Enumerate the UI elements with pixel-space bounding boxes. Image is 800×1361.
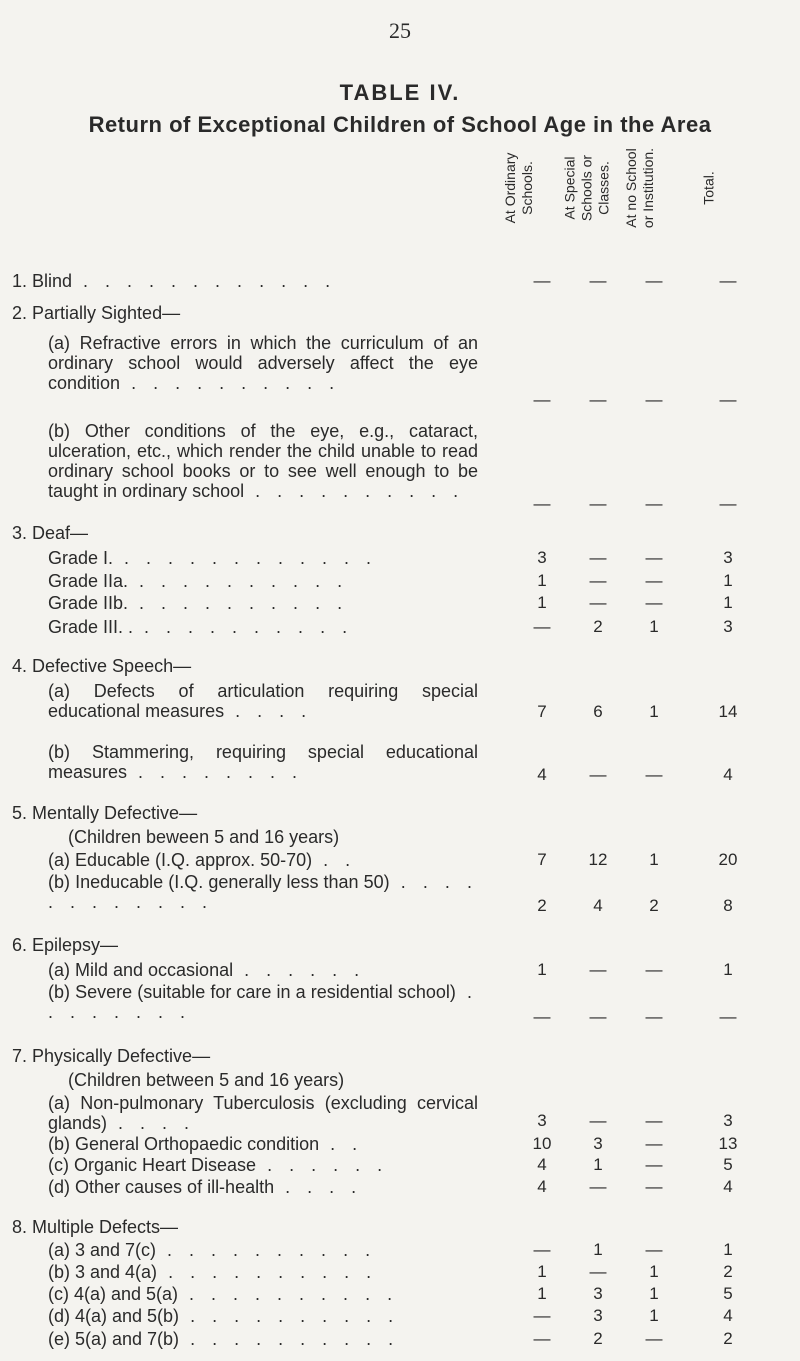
value-cell-2: — xyxy=(589,1007,607,1026)
leader-dots: . . . . . . . . . . xyxy=(133,617,354,637)
leader-dots: . . . . . . . . . . xyxy=(179,1306,400,1326)
value-cell-4: 2 xyxy=(723,1262,733,1281)
leader-dots: . . . . . . . . . . xyxy=(244,481,465,501)
value-cell-2: — xyxy=(589,271,607,290)
page-number: 25 xyxy=(389,18,411,43)
leader-dots: . . . . . . . . . . . . xyxy=(72,271,337,291)
leader-dots: . . . . . . . . . . . . xyxy=(113,548,378,568)
value-cell-4: 13 xyxy=(718,1134,738,1153)
value-cell-2: 2 xyxy=(593,617,603,636)
row-label-text: (b) General Orthopaedic condition xyxy=(48,1134,320,1154)
value-cell-1: 4 xyxy=(537,1155,547,1174)
row-label-text: 2. Partially Sighted— xyxy=(12,303,181,323)
row-label-text: (b) Ineducable (I.Q. generally less than 50) xyxy=(48,872,390,892)
value-cell-3: 1 xyxy=(649,850,659,869)
value-cell-4: 3 xyxy=(723,1111,733,1130)
leader-dots: . . . . . . . . xyxy=(127,762,304,782)
column-header-total: Total. xyxy=(700,171,717,205)
value-cell-1: — xyxy=(533,390,551,409)
row-label xyxy=(48,571,348,591)
value-cell-2: — xyxy=(589,390,607,409)
row-label xyxy=(48,617,353,637)
value-cell-1: 3 xyxy=(537,1111,547,1130)
row-label-text: (a) Non-pulmonary Tuberculosis (excluding cervical glands) xyxy=(48,1093,478,1133)
value-cell-4: — xyxy=(719,390,737,409)
value-cell-3: — xyxy=(645,1240,663,1259)
column-header-no-school: At no School or Institution. xyxy=(623,147,656,229)
value-cell-3: 1 xyxy=(649,1306,659,1325)
value-cell-2: — xyxy=(589,593,607,612)
row-label xyxy=(48,548,377,568)
leader-dots: . . . . . . . . . . xyxy=(178,1284,399,1304)
value-cell-2: 3 xyxy=(593,1306,603,1325)
value-cell-1: — xyxy=(533,271,551,290)
value-cell-3: — xyxy=(645,1111,663,1130)
value-cell-1: — xyxy=(533,494,551,513)
value-cell-2: 6 xyxy=(593,702,603,721)
value-cell-1: — xyxy=(533,1329,551,1348)
row-label-text: (a) Refractive errors in which the curriculum of an ordinary school would adversely affect the eye condition xyxy=(48,333,478,393)
value-cell-2: 1 xyxy=(593,1240,603,1259)
value-cell-2: 3 xyxy=(593,1284,603,1303)
value-cell-4: 2 xyxy=(723,1329,733,1348)
row-label xyxy=(48,1177,362,1197)
value-cell-1: — xyxy=(533,1007,551,1026)
value-cell-3: — xyxy=(645,1177,663,1196)
leader-dots: . . . . . . . . . . xyxy=(157,1262,378,1282)
value-cell-1: 4 xyxy=(537,1177,547,1196)
value-cell-1: 1 xyxy=(537,593,547,612)
row-label xyxy=(48,1262,377,1282)
row-label-text: (a) Educable (I.Q. approx. 50-70) xyxy=(48,850,313,870)
row-label-text: (d) 4(a) and 5(b) xyxy=(48,1306,180,1326)
value-cell-2: 3 xyxy=(593,1134,603,1153)
row-label xyxy=(48,960,365,980)
row-label xyxy=(12,803,197,823)
leader-dots: . . . . . . xyxy=(256,1155,389,1175)
row-label xyxy=(12,271,336,291)
row-label xyxy=(48,421,478,501)
leader-dots: . . . . . . . . xyxy=(48,982,478,1022)
leader-dots: . . . . . . . . . . xyxy=(120,373,341,393)
value-cell-4: 1 xyxy=(723,593,733,612)
row-label-text: (a) Defects of articulation requiring special educational measures xyxy=(48,681,478,721)
value-cell-3: — xyxy=(645,1155,663,1174)
value-cell-1: 7 xyxy=(537,702,547,721)
row-label-text: 8. Multiple Defects— xyxy=(12,1217,179,1237)
value-cell-3: 1 xyxy=(649,1284,659,1303)
row-label xyxy=(12,1046,210,1066)
value-cell-4: 4 xyxy=(723,1306,733,1325)
value-cell-4: — xyxy=(719,271,737,290)
row-label xyxy=(48,1329,399,1349)
value-cell-4: 1 xyxy=(723,960,733,979)
row-label xyxy=(48,681,478,721)
row-label-text: 4. Defective Speech— xyxy=(12,656,192,676)
row-label xyxy=(68,1070,344,1090)
value-cell-1: 4 xyxy=(537,765,547,784)
value-cell-4: 4 xyxy=(723,1177,733,1196)
row-label-text: (d) Other causes of ill-health xyxy=(48,1177,275,1197)
value-cell-3: — xyxy=(645,271,663,290)
table-subtitle: Return of Exceptional Children of School Age in the Area xyxy=(88,112,712,137)
row-label-text: (c) 4(a) and 5(a) xyxy=(48,1284,179,1304)
leader-dots: . . . . xyxy=(224,701,313,721)
row-label xyxy=(12,935,118,955)
value-cell-1: — xyxy=(533,1306,551,1325)
value-cell-1: 1 xyxy=(537,1284,547,1303)
row-label-text: (a) 3 and 7(c) xyxy=(48,1240,157,1260)
row-label xyxy=(12,656,191,676)
leader-dots: . . . . xyxy=(107,1113,196,1133)
value-cell-1: 3 xyxy=(537,548,547,567)
row-label xyxy=(48,1306,399,1326)
row-label xyxy=(48,333,478,393)
value-cell-3: — xyxy=(645,494,663,513)
leader-dots: . . . . . . . . . . xyxy=(156,1240,377,1260)
value-cell-3: — xyxy=(645,548,663,567)
value-cell-4: — xyxy=(719,1007,737,1026)
row-label-text: (Children between 5 and 16 years) xyxy=(68,1070,345,1090)
value-cell-3: 1 xyxy=(649,617,659,636)
value-cell-4: — xyxy=(719,494,737,513)
value-cell-2: 2 xyxy=(593,1329,603,1348)
row-label xyxy=(48,742,478,782)
row-label xyxy=(12,523,88,543)
value-cell-2: — xyxy=(589,960,607,979)
value-cell-1: 1 xyxy=(537,960,547,979)
value-cell-2: — xyxy=(589,1111,607,1130)
row-label-text: 5. Mentally Defective— xyxy=(12,803,198,823)
row-label xyxy=(48,872,478,912)
value-cell-4: 20 xyxy=(718,850,738,869)
row-label-text: (b) 3 and 4(a) xyxy=(48,1262,158,1282)
leader-dots: . . . . . . . . . . xyxy=(128,593,349,613)
column-header-ordinary-schools: At Ordinary Schools. xyxy=(502,152,535,224)
row-label xyxy=(48,1284,398,1304)
row-label-text: 6. Epilepsy— xyxy=(12,935,119,955)
row-label-text: (a) Mild and occasional xyxy=(48,960,234,980)
row-label xyxy=(48,1155,388,1175)
value-cell-3: 1 xyxy=(649,1262,659,1281)
value-cell-2: 4 xyxy=(593,896,603,915)
value-cell-1: 7 xyxy=(537,850,547,869)
row-label-text: 7. Physically Defective— xyxy=(12,1046,211,1066)
row-label-text: 1. Blind xyxy=(12,271,73,291)
value-cell-3: — xyxy=(645,571,663,590)
value-cell-3: — xyxy=(645,1134,663,1153)
row-label-text: Grade I. xyxy=(48,548,114,568)
value-cell-1: 2 xyxy=(537,896,547,915)
leader-dots: . . . . . . . . . . xyxy=(128,571,349,591)
leader-dots: . . xyxy=(319,1134,364,1154)
value-cell-2: — xyxy=(589,571,607,590)
row-label-text: Grade III. . xyxy=(48,617,134,637)
leader-dots: . . . . . . . . . . . . xyxy=(48,872,478,912)
value-cell-3: — xyxy=(645,1007,663,1026)
column-header-special-schools: At Special Schools or Classes. xyxy=(561,154,612,222)
value-cell-2: — xyxy=(589,494,607,513)
value-cell-3: — xyxy=(645,390,663,409)
value-cell-2: — xyxy=(589,1262,607,1281)
value-cell-2: — xyxy=(589,1177,607,1196)
row-label xyxy=(68,827,339,847)
value-cell-1: — xyxy=(533,1240,551,1259)
value-cell-3: 1 xyxy=(649,702,659,721)
row-label xyxy=(48,1134,363,1154)
row-label-text: Grade IIa. xyxy=(48,571,129,591)
value-cell-3: — xyxy=(645,960,663,979)
leader-dots: . . . . . . . . . . xyxy=(179,1329,400,1349)
row-label-text: 3. Deaf— xyxy=(12,523,89,543)
value-cell-2: 12 xyxy=(588,850,608,869)
value-cell-2: 1 xyxy=(593,1155,603,1174)
value-cell-2: — xyxy=(589,548,607,567)
row-label xyxy=(48,982,478,1022)
value-cell-3: — xyxy=(645,593,663,612)
row-label-text: (b) Other conditions of the eye, e.g., cataract, ulceration, etc., which render the child unable to read ordinary school books or to see well enough to be taught in ordinary school xyxy=(48,421,478,501)
value-cell-4: 5 xyxy=(723,1284,733,1303)
row-label-text: (b) Severe (suitable for care in a residential school) xyxy=(48,982,456,1002)
value-cell-4: 4 xyxy=(723,765,733,784)
value-cell-4: 3 xyxy=(723,617,733,636)
value-cell-3: — xyxy=(645,765,663,784)
value-cell-1: 10 xyxy=(532,1134,552,1153)
row-label xyxy=(12,1217,178,1237)
value-cell-2: — xyxy=(589,765,607,784)
row-label xyxy=(48,593,348,613)
row-label-text: (e) 5(a) and 7(b) xyxy=(48,1329,180,1349)
row-label-text: (b) Stammering, requiring special educational measures xyxy=(48,742,478,782)
value-cell-1: 1 xyxy=(537,1262,547,1281)
value-cell-3: 2 xyxy=(649,896,659,915)
row-label-text: (Children beween 5 and 16 years) xyxy=(68,827,340,847)
value-cell-4: 1 xyxy=(723,1240,733,1259)
value-cell-1: 1 xyxy=(537,571,547,590)
row-label xyxy=(12,303,180,323)
leader-dots: . . . . xyxy=(274,1177,363,1197)
value-cell-4: 3 xyxy=(723,548,733,567)
table-title: TABLE IV. xyxy=(339,80,461,105)
row-label xyxy=(48,1093,478,1133)
value-cell-3: — xyxy=(645,1329,663,1348)
leader-dots: . . . . . . xyxy=(233,960,366,980)
row-label-text: Grade IIb. xyxy=(48,593,129,613)
row-label-text: (c) Organic Heart Disease xyxy=(48,1155,257,1175)
value-cell-4: 5 xyxy=(723,1155,733,1174)
value-cell-1: — xyxy=(533,617,551,636)
value-cell-4: 1 xyxy=(723,571,733,590)
value-cell-4: 8 xyxy=(723,896,733,915)
row-label xyxy=(48,850,356,870)
value-cell-4: 14 xyxy=(718,702,738,721)
leader-dots: . . xyxy=(312,850,357,870)
row-label xyxy=(48,1240,376,1260)
